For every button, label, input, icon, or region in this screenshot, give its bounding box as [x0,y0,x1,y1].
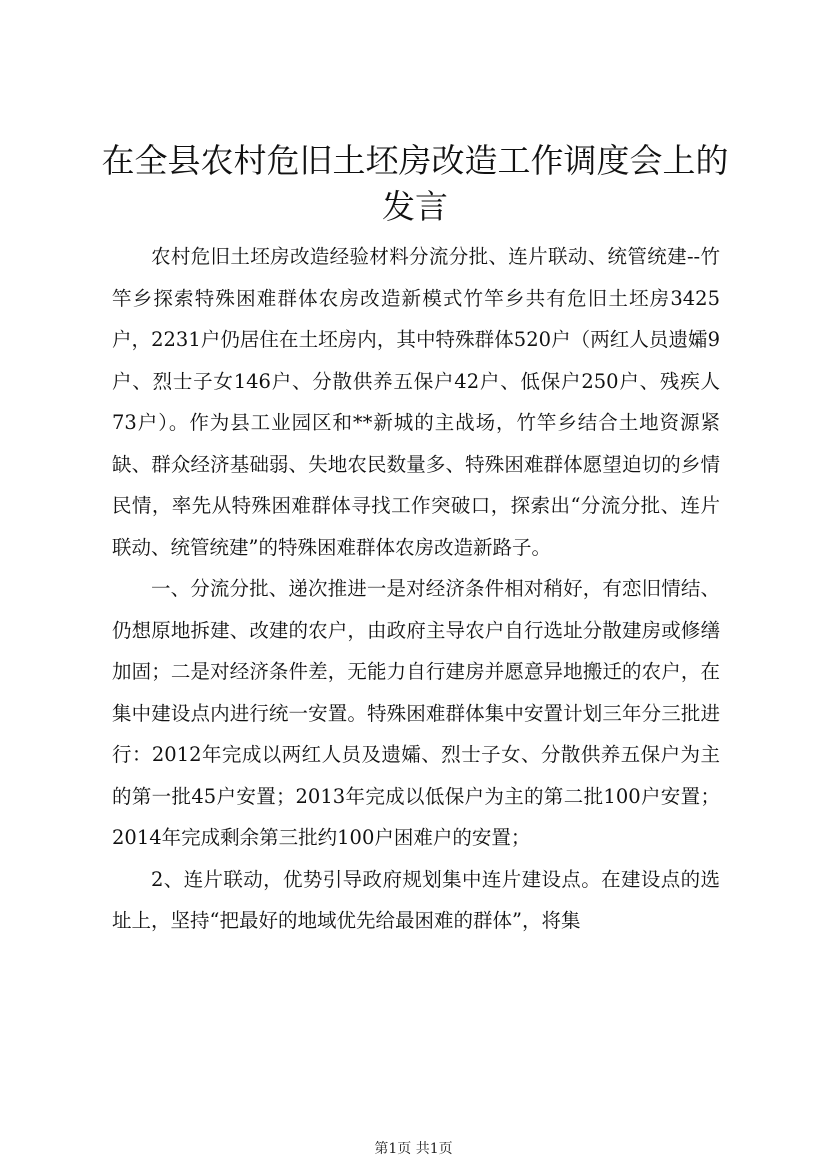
paragraph-section-2: 2、连片联动，优势引导政府规划集中连片建设点。在建设点的选址上，坚持“把最好的地域优先给最困难的群体”，将集 [112,867,720,932]
paragraph-section-1: 一、分流分批、递次推进一是对经济条件相对稍好，有恋旧情结、仍想原地拆建、改建的农户，由政府主导农户自行选址分散建房或修缮加固；二是对经济条件差，无能力自行建房并愿意异地搬迁的农户，在集中建设点内进行统一安置。特殊困难群体集中安置计划三年分三批进行：2012年完成以两红人员及遗孀、烈士子女、分散供养五保户为主的第一批45户安置；2013年完成以低保户为主的第二批100户安置；2014年完成剩余第三批约100户困难户的安置； [112,577,720,849]
document-title: 在全县农村危旧土坯房改造工作调度会上的发言 [101,141,729,226]
page-number-footer: 第1页 共1页 [374,1141,453,1157]
paragraph-intro: 农村危旧土坯房改造经验材料分流分批、连片联动、统管统建--竹竿乡探索特殊困难群体农房改造新模式竹竿乡共有危旧土坯房3425户，2231户仍居住在土坯房内，其中特殊群体520户（两红人员遗孀9户、烈士子女146户、分散供养五保户42户、低保户250户、残疾人73户）。作为县工业园区和**新城的主战场，竹竿乡结合土地资源紧缺、群众经济基础弱、失地农民数量多、特殊困难群体愿望迫切的乡情民情，率先从特殊困难群体寻找工作突破口，探索出“分流分批、连片联动、统管统建”的特殊困难群体农房改造新路子。 [112,245,720,559]
document-body [112,236,720,942]
